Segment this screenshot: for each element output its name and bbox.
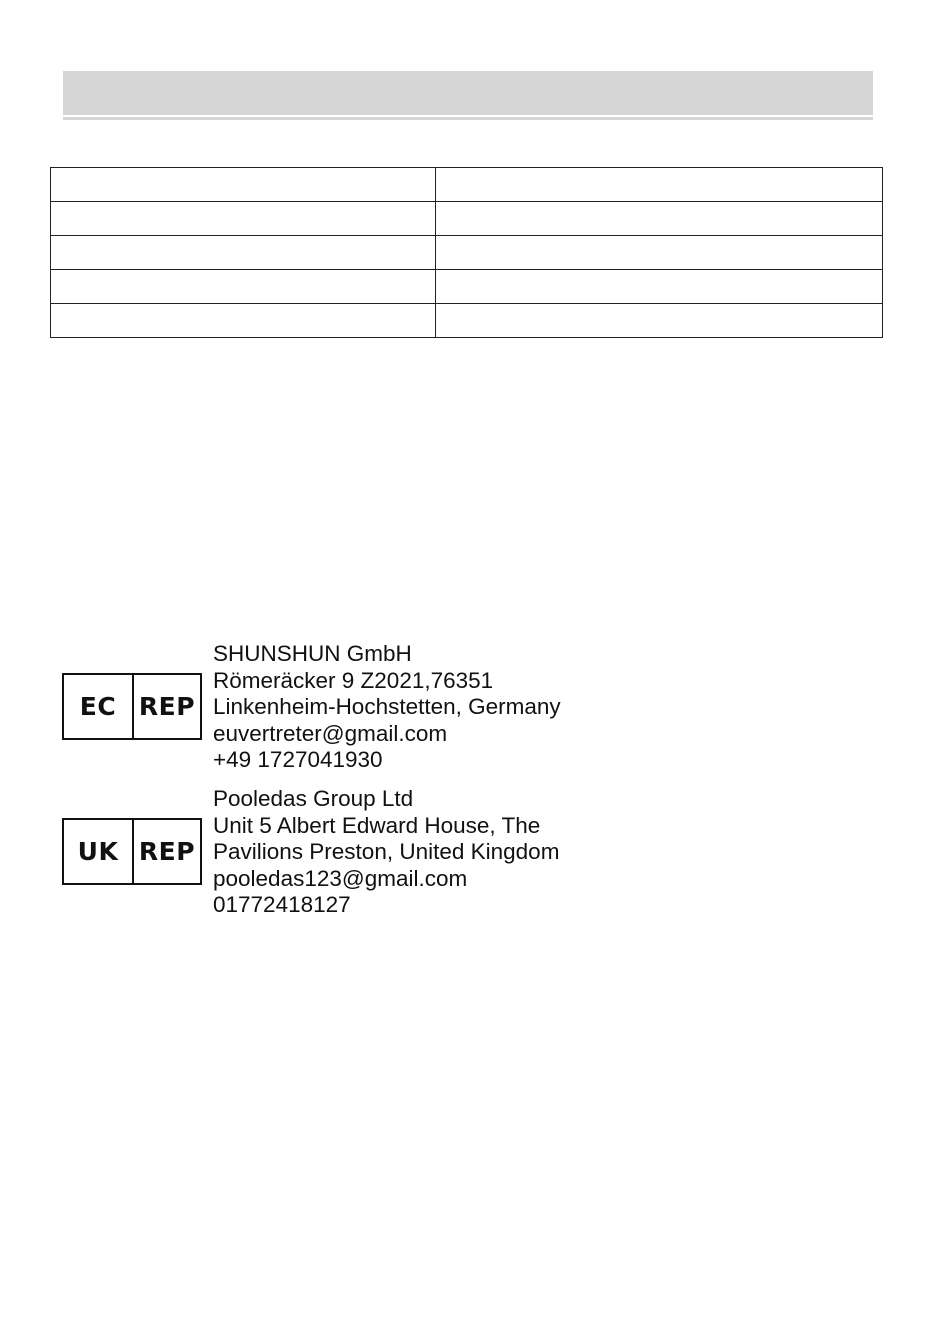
section-header-rule	[63, 117, 873, 120]
uk-rep-symbol	[62, 818, 202, 885]
ec-rep-street: Römeräcker 9 Z2021,76351	[213, 667, 494, 693]
spec-table	[50, 167, 883, 338]
table-cell	[51, 202, 436, 236]
uk-rep-email: pooledas123@gmail.com	[213, 865, 468, 891]
table-cell	[436, 270, 883, 304]
table-row	[51, 168, 883, 202]
table-cell	[51, 304, 436, 338]
table-row	[51, 202, 883, 236]
ec-rep-symbol	[62, 673, 202, 740]
uk-rep-phone: 01772418127	[213, 892, 351, 917]
uk-rep-symbol-left: UK	[64, 820, 134, 883]
table-cell	[436, 304, 883, 338]
table-cell	[51, 168, 436, 202]
ec-rep-company: SHUNSHUN GmbH	[213, 641, 412, 666]
uk-rep-symbol-right: REP	[138, 837, 196, 866]
ec-rep-symbol-left: EC	[64, 675, 134, 738]
ec-rep-address	[213, 641, 561, 774]
table-cell	[51, 270, 436, 304]
table-cell	[436, 236, 883, 270]
section-header-bar	[63, 71, 873, 115]
table-row	[51, 270, 883, 304]
ec-rep-email: euvertreter@gmail.com	[213, 720, 448, 746]
table-cell	[51, 236, 436, 270]
table-row	[51, 236, 883, 270]
uk-rep-company: Pooledas Group Ltd	[213, 786, 414, 811]
ec-rep-phone: +49 1727041930	[213, 747, 383, 772]
uk-rep-address	[213, 786, 559, 919]
uk-rep-city: Pavilions Preston, United Kingdom	[213, 839, 560, 864]
ec-rep-symbol-right: REP	[138, 692, 196, 721]
table-cell	[436, 202, 883, 236]
table-cell	[436, 168, 883, 202]
ec-rep-city: Linkenheim-Hochstetten, Germany	[213, 694, 561, 719]
table-row	[51, 304, 883, 338]
uk-rep-street: Unit 5 Albert Edward House, The	[213, 812, 541, 838]
